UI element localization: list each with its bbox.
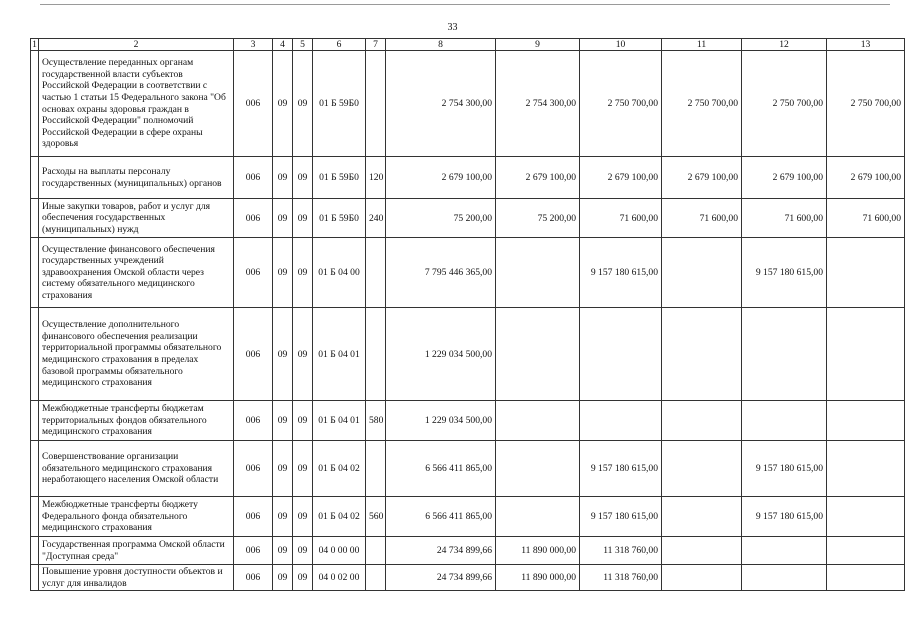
expense-type-code: 580 bbox=[366, 401, 386, 441]
header-col-6: 6 bbox=[313, 39, 366, 51]
header-col-10: 10 bbox=[580, 39, 662, 51]
amount-col-11 bbox=[662, 238, 742, 308]
ministry-code: 006 bbox=[234, 51, 273, 157]
row-description: Межбюджетные трансферты бюджету Федерального фонда обязательного медицинского страхования bbox=[39, 497, 234, 537]
row-description: Совершенствование организации обязательного медицинского страхования неработающего населения Омской области bbox=[39, 441, 234, 497]
amount-col-8: 1 229 034 500,00 bbox=[386, 308, 496, 401]
expense-type-code: 560 bbox=[366, 497, 386, 537]
amount-col-10 bbox=[580, 401, 662, 441]
top-rule bbox=[40, 4, 890, 5]
amount-col-12: 2 750 700,00 bbox=[742, 51, 827, 157]
expense-type-code: 120 bbox=[366, 157, 386, 199]
header-col-5: 5 bbox=[293, 39, 313, 51]
amount-col-11: 71 600,00 bbox=[662, 199, 742, 238]
amount-col-13 bbox=[827, 537, 905, 565]
amount-col-13 bbox=[827, 401, 905, 441]
header-col-13: 13 bbox=[827, 39, 905, 51]
header-col-11: 11 bbox=[662, 39, 742, 51]
amount-col-10: 9 157 180 615,00 bbox=[580, 497, 662, 537]
expense-type-code: 240 bbox=[366, 199, 386, 238]
table-row bbox=[31, 441, 905, 497]
amount-col-11 bbox=[662, 401, 742, 441]
table-row bbox=[31, 51, 905, 157]
row-number bbox=[31, 308, 39, 401]
section-code: 09 bbox=[273, 441, 293, 497]
amount-col-8: 1 229 034 500,00 bbox=[386, 401, 496, 441]
subsection-code: 09 bbox=[293, 157, 313, 199]
expense-type-code bbox=[366, 308, 386, 401]
section-code: 09 bbox=[273, 537, 293, 565]
amount-col-9 bbox=[496, 441, 580, 497]
expense-type-code bbox=[366, 537, 386, 565]
amount-col-13: 2 750 700,00 bbox=[827, 51, 905, 157]
amount-col-9: 11 890 000,00 bbox=[496, 537, 580, 565]
amount-col-13: 71 600,00 bbox=[827, 199, 905, 238]
table-row bbox=[31, 497, 905, 537]
table-row bbox=[31, 401, 905, 441]
table-row bbox=[31, 238, 905, 308]
subsection-code: 09 bbox=[293, 441, 313, 497]
expense-type-code bbox=[366, 441, 386, 497]
amount-col-13 bbox=[827, 238, 905, 308]
target-article-code: 01 Б 59Б0 bbox=[313, 199, 366, 238]
amount-col-13: 2 679 100,00 bbox=[827, 157, 905, 199]
row-description: Осуществление финансового обеспечения государственных учреждений здравоохранения Омской области через систему обязательного медицинского страхования bbox=[39, 238, 234, 308]
amount-col-9 bbox=[496, 308, 580, 401]
amount-col-8: 24 734 899,66 bbox=[386, 537, 496, 565]
ministry-code: 006 bbox=[234, 308, 273, 401]
amount-col-11 bbox=[662, 565, 742, 591]
row-number bbox=[31, 157, 39, 199]
table-row bbox=[31, 157, 905, 199]
subsection-code: 09 bbox=[293, 497, 313, 537]
ministry-code: 006 bbox=[234, 157, 273, 199]
row-description: Расходы на выплаты персоналу государственных (муниципальных) органов bbox=[39, 157, 234, 199]
ministry-code: 006 bbox=[234, 565, 273, 591]
amount-col-13 bbox=[827, 308, 905, 401]
amount-col-11 bbox=[662, 497, 742, 537]
amount-col-11: 2 750 700,00 bbox=[662, 51, 742, 157]
header-col-4: 4 bbox=[273, 39, 293, 51]
amount-col-13 bbox=[827, 441, 905, 497]
row-description: Осуществление дополнительного финансового обеспечения реализации территориальной программы обязательного медицинского страхования в пределах базовой программы обязательного медицинского страхования bbox=[39, 308, 234, 401]
header-col-7: 7 bbox=[366, 39, 386, 51]
subsection-code: 09 bbox=[293, 308, 313, 401]
ministry-code: 006 bbox=[234, 497, 273, 537]
target-article-code: 01 Б 59Б0 bbox=[313, 51, 366, 157]
table-row bbox=[31, 199, 905, 238]
amount-col-8: 75 200,00 bbox=[386, 199, 496, 238]
amount-col-8: 6 566 411 865,00 bbox=[386, 497, 496, 537]
row-number bbox=[31, 441, 39, 497]
subsection-code: 09 bbox=[293, 238, 313, 308]
amount-col-13 bbox=[827, 497, 905, 537]
target-article-code: 01 Б 04 02 bbox=[313, 497, 366, 537]
expense-type-code bbox=[366, 238, 386, 308]
amount-col-12 bbox=[742, 401, 827, 441]
amount-col-11 bbox=[662, 441, 742, 497]
subsection-code: 09 bbox=[293, 401, 313, 441]
amount-col-9: 75 200,00 bbox=[496, 199, 580, 238]
amount-col-12: 71 600,00 bbox=[742, 199, 827, 238]
amount-col-10 bbox=[580, 308, 662, 401]
header-col-9: 9 bbox=[496, 39, 580, 51]
amount-col-9 bbox=[496, 238, 580, 308]
amount-col-8: 6 566 411 865,00 bbox=[386, 441, 496, 497]
section-code: 09 bbox=[273, 308, 293, 401]
amount-col-9: 2 754 300,00 bbox=[496, 51, 580, 157]
target-article-code: 01 Б 04 01 bbox=[313, 308, 366, 401]
amount-col-8: 7 795 446 365,00 bbox=[386, 238, 496, 308]
amount-col-12 bbox=[742, 565, 827, 591]
subsection-code: 09 bbox=[293, 537, 313, 565]
amount-col-12: 2 679 100,00 bbox=[742, 157, 827, 199]
ministry-code: 006 bbox=[234, 537, 273, 565]
row-number bbox=[31, 565, 39, 591]
header-col-2: 2 bbox=[39, 39, 234, 51]
amount-col-12 bbox=[742, 308, 827, 401]
row-description: Государственная программа Омской области "Доступная среда" bbox=[39, 537, 234, 565]
row-number bbox=[31, 401, 39, 441]
subsection-code: 09 bbox=[293, 565, 313, 591]
amount-col-12: 9 157 180 615,00 bbox=[742, 238, 827, 308]
ministry-code: 006 bbox=[234, 401, 273, 441]
row-number bbox=[31, 537, 39, 565]
section-code: 09 bbox=[273, 199, 293, 238]
table-row bbox=[31, 565, 905, 591]
amount-col-11 bbox=[662, 537, 742, 565]
expense-type-code bbox=[366, 51, 386, 157]
target-article-code: 04 0 02 00 bbox=[313, 565, 366, 591]
amount-col-12: 9 157 180 615,00 bbox=[742, 441, 827, 497]
amount-col-10: 2 679 100,00 bbox=[580, 157, 662, 199]
header-row bbox=[31, 39, 905, 51]
amount-col-13 bbox=[827, 565, 905, 591]
section-code: 09 bbox=[273, 401, 293, 441]
ministry-code: 006 bbox=[234, 238, 273, 308]
section-code: 09 bbox=[273, 497, 293, 537]
amount-col-9 bbox=[496, 401, 580, 441]
amount-col-8: 2 754 300,00 bbox=[386, 51, 496, 157]
amount-col-10: 9 157 180 615,00 bbox=[580, 238, 662, 308]
amount-col-10: 9 157 180 615,00 bbox=[580, 441, 662, 497]
amount-col-10: 2 750 700,00 bbox=[580, 51, 662, 157]
section-code: 09 bbox=[273, 238, 293, 308]
header-col-3: 3 bbox=[234, 39, 273, 51]
amount-col-11 bbox=[662, 308, 742, 401]
row-description: Межбюджетные трансферты бюджетам территориальных фондов обязательного медицинского страхования bbox=[39, 401, 234, 441]
table-row bbox=[31, 537, 905, 565]
row-number bbox=[31, 238, 39, 308]
target-article-code: 01 Б 04 01 bbox=[313, 401, 366, 441]
target-article-code: 04 0 00 00 bbox=[313, 537, 366, 565]
section-code: 09 bbox=[273, 157, 293, 199]
row-description: Повышение уровня доступности объектов и услуг для инвалидов bbox=[39, 565, 234, 591]
target-article-code: 01 Б 59Б0 bbox=[313, 157, 366, 199]
amount-col-10: 71 600,00 bbox=[580, 199, 662, 238]
row-number bbox=[31, 497, 39, 537]
amount-col-11: 2 679 100,00 bbox=[662, 157, 742, 199]
expense-type-code bbox=[366, 565, 386, 591]
header-col-1: 1 bbox=[32, 39, 37, 50]
row-description: Иные закупки товаров, работ и услуг для обеспечения государственных (муниципальных) нужд bbox=[39, 199, 234, 238]
ministry-code: 006 bbox=[234, 441, 273, 497]
section-code: 09 bbox=[273, 565, 293, 591]
header-col-8: 8 bbox=[386, 39, 496, 51]
header-col-12: 12 bbox=[742, 39, 827, 51]
amount-col-8: 24 734 899,66 bbox=[386, 565, 496, 591]
page-number: 33 bbox=[447, 22, 458, 33]
row-number bbox=[31, 51, 39, 157]
amount-col-10: 11 318 760,00 bbox=[580, 537, 662, 565]
subsection-code: 09 bbox=[293, 51, 313, 157]
budget-table bbox=[30, 38, 905, 591]
ministry-code: 006 bbox=[234, 199, 273, 238]
target-article-code: 01 Б 04 02 bbox=[313, 441, 366, 497]
target-article-code: 01 Б 04 00 bbox=[313, 238, 366, 308]
row-description: Осуществление переданных органам государственной власти субъектов Российской Федерации в соответствии с частью 1 статьи 15 Федерального закона "Об основах охраны здоровья граждан в Российской Федерации" полномочий Российской Федерации в сфере охраны здоровья bbox=[39, 51, 234, 157]
amount-col-12: 9 157 180 615,00 bbox=[742, 497, 827, 537]
amount-col-9: 11 890 000,00 bbox=[496, 565, 580, 591]
table-row bbox=[31, 308, 905, 401]
amount-col-9: 2 679 100,00 bbox=[496, 157, 580, 199]
amount-col-12 bbox=[742, 537, 827, 565]
subsection-code: 09 bbox=[293, 199, 313, 238]
amount-col-10: 11 318 760,00 bbox=[580, 565, 662, 591]
amount-col-8: 2 679 100,00 bbox=[386, 157, 496, 199]
section-code: 09 bbox=[273, 51, 293, 157]
amount-col-9 bbox=[496, 497, 580, 537]
row-number bbox=[31, 199, 39, 238]
